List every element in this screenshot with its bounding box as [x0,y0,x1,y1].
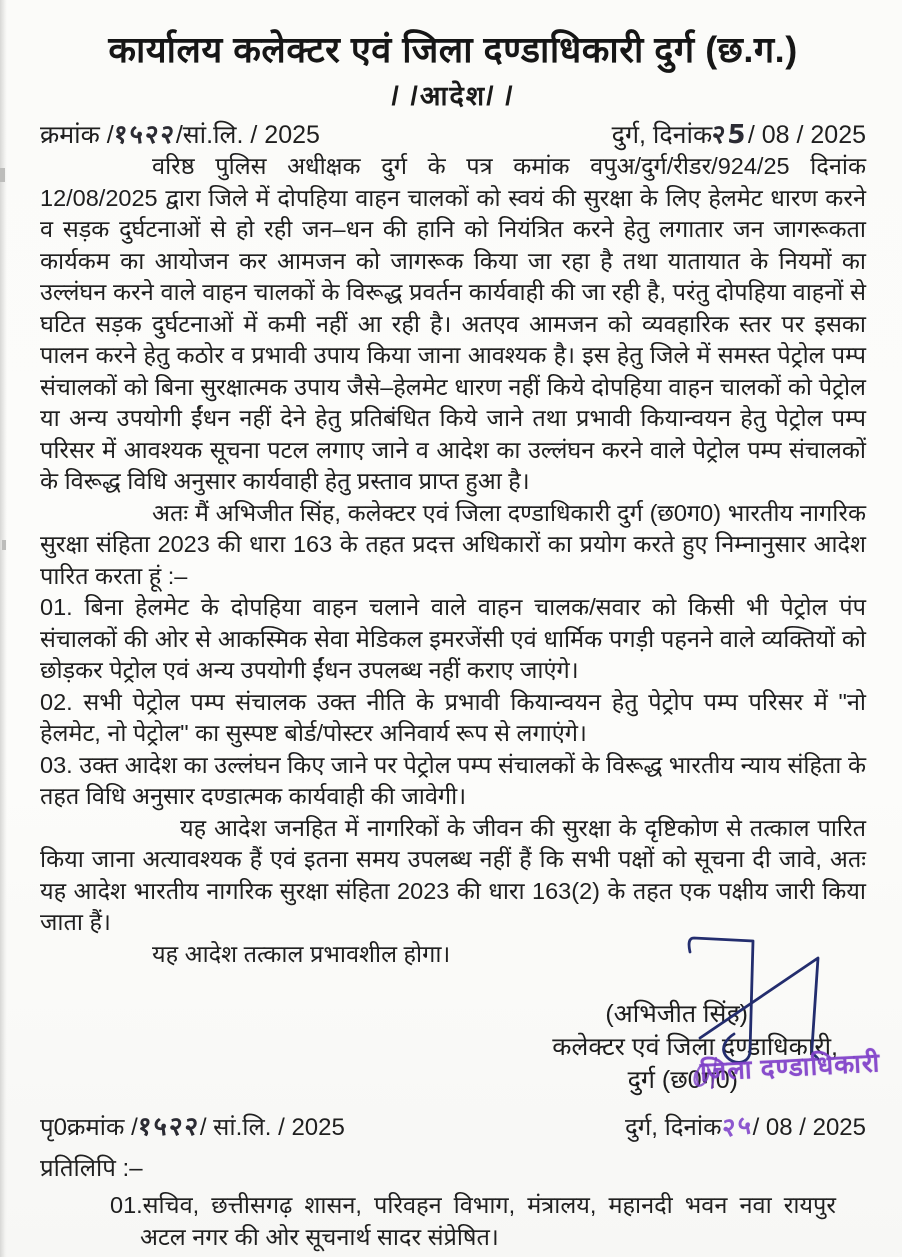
official-stamp: जिला दण्डाधिकारी [699,1047,881,1087]
order-item-1: 01. बिना हेलमेट के दोपहिया वाहन चलाने वाले वाहन चालक/सवार को किसी भी पेट्रोल पंप संचालकों की ओर से आकस्मिक सेवा मेडिकल इमरजेंसी एवं धार्मिक पगड़ी पहनने वाले व्यक्तियों को छोड़कर पेट्रोल एवं अन्य उपयोगी ईंधन उपलब्ध नहीं कराए जाएंगे। [40,594,866,683]
issue-date-label: दुर्ग, दिनांक [611,121,713,149]
signatory-place: दुर्ग (छ0ग0) [627,1066,738,1094]
scan-edge-shadow [0,0,7,1257]
endorsement-number-handwritten: १५२२ [136,1112,201,1142]
scan-artifact [0,168,5,182]
issue-date-day-handwritten: २5 [711,120,749,150]
endorsement-number [40,1107,345,1143]
scan-artifact [2,540,6,550]
issue-date [612,115,866,151]
reference-number-handwritten: १५२२ [112,120,177,150]
order-item-2: 02. सभी पेट्रोल पम्प संचालक उक्त नीति के प्रभावी कियान्वयन हेतु पेट्रोप पम्प परिसर में "नो हेलमेट, नो पेट्रोल" का सुस्पष्ट बोर्ड/पोस्टर अनिवार्य रूप से लगाएंगे। [40,688,866,746]
reference-suffix: /सां.लि. / 2025 [175,121,320,149]
signatory-designation: कलेक्टर एवं जिला दण्डाधिकारी, [552,1033,838,1061]
endorsement-row [40,1107,866,1143]
paragraph-background: वरिष्ठ पुलिस अधीक्षक दुर्ग के पत्र कमांक वपुअ/दुर्ग/रीडर/924/25 दिनांक 12/08/2025 द्वारा जिले में दोपहिया वाहन चालकों को स्वयं की सुरक्षा के लिए हेलमेट धारण करने व सड़क दुर्घटनाओं से हो रही जन–धन की हानि को नियंत्रित करने हेतु लगातार जन जागरूकता कार्यकम का आयोजन कर आमजन को जागरूक किया जा रहा है तथा यातायात के नियमों का उल्लंघन करने वाले वाहन चालकों के विरूद्ध प्रवर्तन कार्यवाही की जा रही है, परंतु दोपहिया वाहनों से घटित सड़क दुर्घटनाओं में कमी नहीं आ रही है। अतएव आमजन को व्यवहारिक स्तर पर इसका पालन करने हेतु कठोर व प्रभावी उपाय किया जाना आवश्यक है। इस हेतु जिले में समस्त पेट्रोल पम्प संचालकों को बिना सुरक्षात्मक उपाय जैसे–हेलमेट धारण नहीं किये दोपहिया वाहन चालकों को पेट्रोल या अन्य उपयोगी ईंधन नहीं देने हेतु प्रतिबंधित किये जाने तथा प्रभावी कियान्वयन हेतु पेट्रोल पम्प परिसर में आवश्यक सूचना पटल लगाए जाने व आदेश का उल्लंघन करने वाले पेट्रोल पम्प संचालकों के विरूद्ध विधि अनुसार कार्यवाही हेतु प्रस्ताव प्राप्त हुआ है। [40,153,866,494]
copy-to-label: प्रतिलिपि :– [40,1155,143,1182]
endorsement-date [625,1107,866,1143]
signatory-name: (अभिजीत सिंह) [605,1000,748,1028]
reference-row [40,115,866,151]
paragraph-authority: अतः मैं अभिजीत सिंह, कलेक्टर एवं जिला दण्डाधिकारी दुर्ग (छ0ग0) भारतीय नागरिक सुरक्षा संहिता 2023 की धारा 163 के तहत प्रदत्त अधिकारों का प्रयोग करते हुए निम्नानुसार आदेश पारित करता हूं :– [40,499,866,589]
copy-to-item: 01.सचिव, छत्तीसगढ़ शासन, परिवहन विभाग, मंत्रालय, महानदी भवन नवा रायपुर अटल नगर की ओर सूचनार्थ सादर संप्रेषित। [110,1192,836,1250]
endorsement-date-day-handwritten: २५ [721,1110,753,1144]
endorsement-date-rest: / 08 / 2025 [752,1114,866,1141]
order-heading: / /आदेश/ / [391,81,515,111]
order-body [40,151,866,970]
reference-label: क्रमांक / [40,121,114,149]
paragraph-urgency: यह आदेश जनहित में नागरिकों के जीवन की सुरक्षा के दृष्टिकोण से तत्काल पारित किया जाना अत्यावश्यक हैं एवं इतना समय उपलब्ध नहीं हैं कि सभी पक्षों को सूचना दी जावे, अतः यह आदेश भारतीय नागरिक सुरक्षा संहिता 2023 की धारा 163(2) के तहत एक पक्षीय जारी किया जाता हैं। [40,814,866,935]
endorsement-label: पृ0क्रमांक / [40,1114,138,1141]
endorsement-suffix: / सां.लि. / 2025 [199,1114,345,1141]
issue-date-rest: / 08 / 2025 [747,121,866,149]
endorsement-date-label: दुर्ग, दिनांक [624,1114,722,1141]
paragraph-effective: यह आदेश तत्काल प्रभावशील होगा। [152,940,451,967]
reference-number [40,115,320,151]
office-title: कार्यालय कलेक्टर एवं जिला दण्डाधिकारी दुर्ग (छ.ग.) [108,29,798,70]
order-item-3: 03. उक्त आदेश का उल्लंघन किए जाने पर पेट्रोल पम्प संचालकों के विरूद्ध भारतीय न्याय संहिता के तहत विधि अनुसार दण्डात्मक कार्यवाही की जावेगी। [40,751,866,809]
